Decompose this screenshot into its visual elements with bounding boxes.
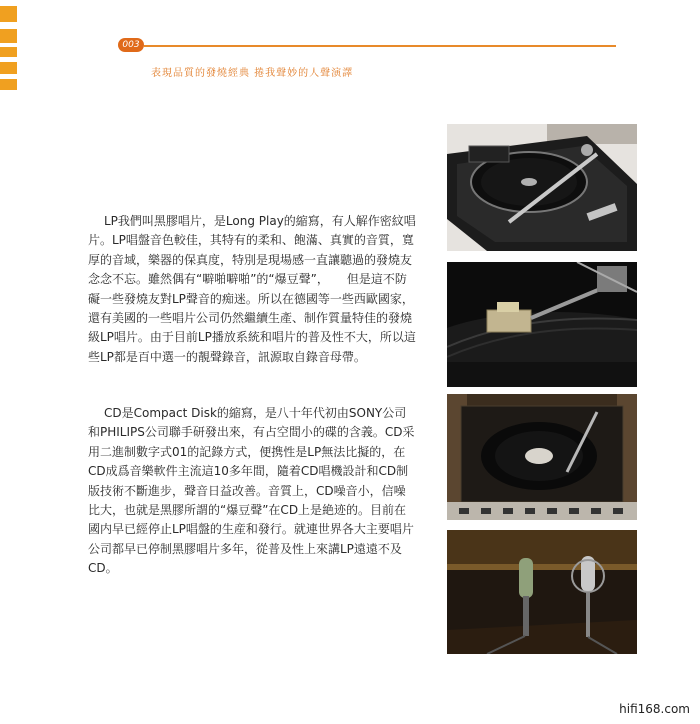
paragraph-cd: CD是Compact Disk的縮寫，是八十年代初由SONY公司和PHILIPS公司聯手研發出來，有占空間小的碟的含義。CD采用二進制數字式01的記錄方式，便携性是LP無法比擬的，在CD成爲音樂軟件主流這10多年間，隨着CD唱機設計和CD制版技術不斷進步，聲音日益改善。音質上，CD噪音小，信噪比大，也就是黑膠所謂的“爆豆聲”在CD上是絶迹的。目前在國内早已經停止LP唱盤的生産和發行。就連世界各大主要唱片公司都早已停制黑膠唱片多年，從普及性上來講LP遠遠不及CD。 (88, 406, 415, 576)
paragraph-lp: LP我們叫黑膠唱片，是Long Play的縮寫，有人解作密紋唱片。LP唱盤音色較佳，其特有的柔和、飽滿、真實的音質，寬厚的音域，樂器的保真度，特別是現場感一直讓聽過的發燒友念念不忘。雖然偶有“噼啪噼啪”的“爆豆聲”， 但是這不防礙一些發燒友對LP聲音的痴迷。所以在德國等一些西歐國家，還有美國的一些唱片公司仍然繼續生產、制作質量特佳的發燒級LP唱片。由于目前LP播放系統和唱片的普及性不大，所以這些LP都是百中選一的靚聲錄音，訊源取自錄音母帶。 (88, 214, 416, 364)
edge-mark (0, 79, 17, 90)
edge-mark (0, 29, 17, 43)
tonearm-closeup-photo (447, 262, 637, 387)
edge-mark (0, 62, 17, 74)
watermark: hifi168.com (619, 702, 690, 716)
studio-microphones-photo (447, 530, 637, 654)
header-rule (144, 45, 616, 47)
record-player-front-photo (447, 394, 637, 520)
edge-mark (0, 47, 17, 57)
edge-mark (0, 6, 17, 22)
page-number: 003 (118, 38, 144, 52)
running-header: 表現品質的發燒經典 捲我聲妙的人聲演譯 (151, 68, 354, 79)
turntable-photo (447, 124, 637, 251)
